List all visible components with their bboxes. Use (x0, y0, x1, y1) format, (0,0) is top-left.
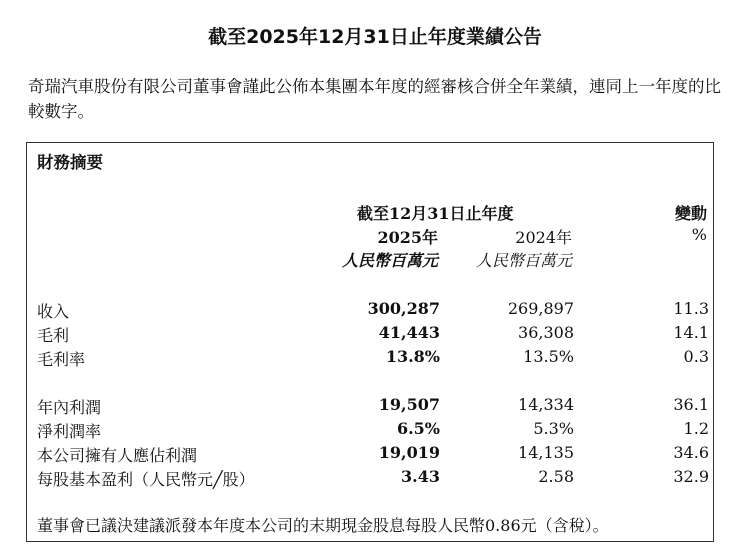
row-current-value: 6.5% (396, 419, 440, 438)
table-row (27, 443, 715, 465)
financial-summary-box (26, 142, 714, 542)
row-change-value: 0.3 (683, 347, 709, 366)
row-current-value: 41,443 (378, 323, 440, 342)
intro-paragraph: 奇瑞汽車股份有限公司董事會謹此公佈本集團本年度的經審核合併全年業績，連同上一年度的比較數字。 (28, 77, 721, 121)
row-current-value: 13.8% (385, 347, 440, 366)
row-prior-value: 13.5% (523, 347, 574, 366)
change-header: 變動 (674, 204, 707, 223)
row-label: 本公司擁有人應佔利潤 (37, 446, 198, 465)
row-label: 每股基本盈利（人民幣元╱股） (37, 470, 255, 489)
row-current-value: 3.43 (401, 467, 440, 486)
dividend-note: 董事會已議決建議派發本年度本公司的末期現金股息每股人民幣0.86元（含稅）。 (37, 516, 609, 535)
row-change-value: 36.1 (673, 395, 709, 414)
table-row (27, 323, 715, 345)
change-unit: % (691, 225, 707, 244)
row-change-value: 32.9 (673, 467, 709, 486)
summary-heading: 財務摘要 (37, 153, 103, 172)
period-header: 截至12月31日止年度 (357, 204, 514, 223)
table-row (27, 347, 715, 369)
row-label: 淨利潤率 (37, 422, 102, 441)
row-current-value: 300,287 (367, 299, 440, 318)
row-change-value: 11.3 (673, 299, 709, 318)
row-prior-value: 269,897 (507, 299, 574, 318)
table-row (27, 299, 715, 321)
table-row (27, 419, 715, 441)
table-row (27, 395, 715, 417)
row-prior-value: 5.3% (533, 419, 574, 438)
unit-prior-header: 人民幣百萬元 (475, 251, 572, 270)
row-change-value: 14.1 (673, 323, 709, 342)
row-change-value: 34.6 (673, 443, 709, 462)
table-row (27, 467, 715, 489)
row-current-value: 19,019 (378, 443, 440, 462)
row-label: 毛利率 (37, 350, 86, 369)
row-change-value: 1.2 (683, 419, 709, 438)
row-label: 收入 (37, 302, 70, 321)
document-title: 截至2025年12月31日止年度業績公告 (208, 26, 542, 48)
row-prior-value: 36,308 (518, 323, 574, 342)
row-label: 年內利潤 (37, 398, 102, 417)
row-prior-value: 2.58 (538, 467, 574, 486)
year-prior-header: 2024年 (515, 228, 572, 247)
year-current-header: 2025年 (377, 228, 438, 247)
row-label: 毛利 (37, 326, 70, 345)
unit-current-header: 人民幣百萬元 (341, 251, 438, 270)
row-current-value: 19,507 (378, 395, 440, 414)
row-prior-value: 14,334 (518, 395, 574, 414)
row-prior-value: 14,135 (518, 443, 574, 462)
